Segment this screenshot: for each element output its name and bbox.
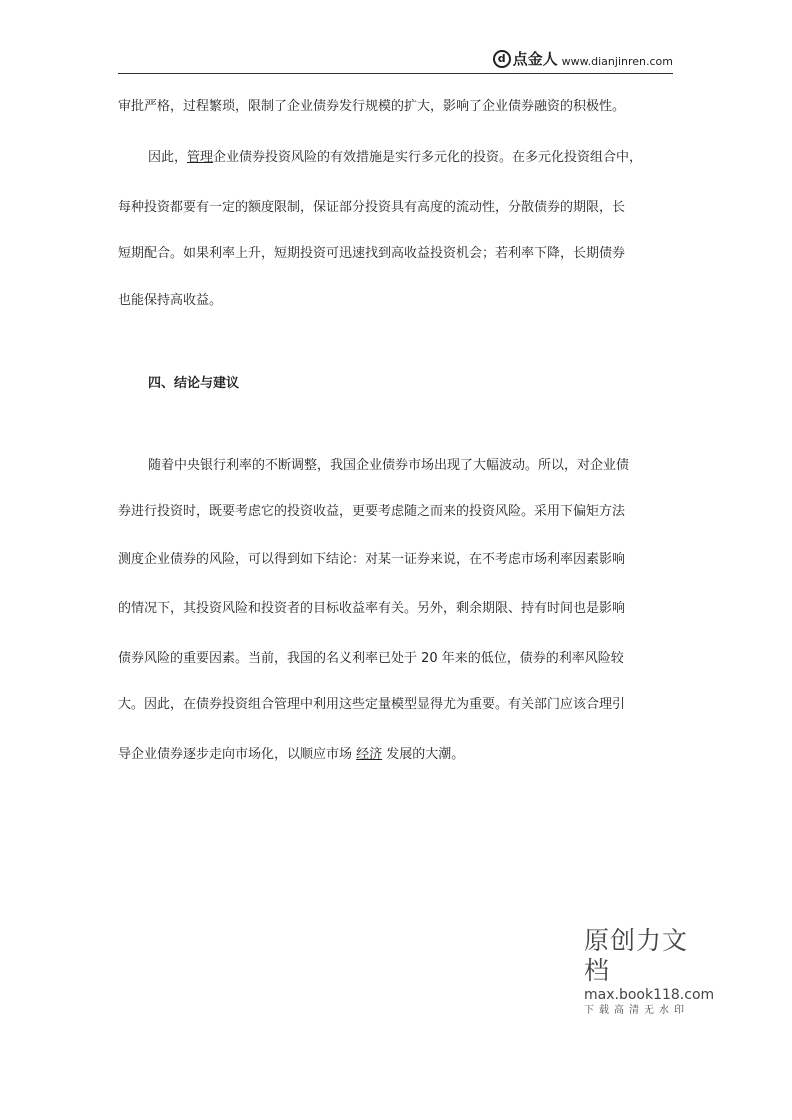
paragraph-line: 测度企业债券的风险，可以得到如下结论：对某一证券来说，在不考虑市场利率因素影响 <box>118 552 626 567</box>
paragraph-line: 债券风险的重要因素。当前，我国的名义利率已处于 20 年来的低位，债券的利率风险较 <box>118 651 624 666</box>
logo-url: www.dianjinren.com <box>561 55 673 68</box>
paragraph-line: 短期配合。如果利率上升，短期投资可迅速找到高收益投资机会；若利率下降，长期债券 <box>118 246 626 261</box>
paragraph-line <box>118 745 678 765</box>
section-heading: 四、结论与建议 <box>148 376 240 391</box>
watermark-subtitle: 下载高清无水印 <box>584 1005 689 1016</box>
link-management[interactable]: 管理 <box>187 150 214 165</box>
paragraph-line: 券进行投资时，既要考虑它的投资收益，更要考虑随之而来的投资风险。采用下偏矩方法 <box>118 504 626 519</box>
text-span: 企业债券投资风险的有效措施是实行多元化的投资。在多元化投资组合中， <box>213 150 643 165</box>
watermark-url: max.book118.com <box>584 987 715 1003</box>
page-header <box>118 46 673 74</box>
header-logo <box>493 48 673 69</box>
paragraph-line: 也能保持高收益。 <box>118 293 223 308</box>
paragraph-line: 每种投资都要有一定的额度限制，保证部分投资具有高度的流动性，分散债券的期限，长 <box>118 200 626 215</box>
link-economy[interactable]: 经济 <box>356 747 383 762</box>
watermark <box>584 926 715 1018</box>
logo-name: 点金人 <box>512 50 558 68</box>
paragraph-line: 审批严格，过程繁琐，限制了企业债券发行规模的扩大，影响了企业债券融资的积极性。 <box>118 99 626 114</box>
text-span: 因此， <box>148 150 188 165</box>
watermark-title: 原创力文档 <box>584 926 689 985</box>
header-divider <box>118 73 673 74</box>
text-span: 发展的大潮。 <box>382 747 465 762</box>
paragraph-line <box>148 148 708 168</box>
paragraph-line: 随着中央银行利率的不断调整，我国企业债券市场出现了大幅波动。所以，对企业债 <box>148 458 630 473</box>
paragraph-line: 大。因此，在债券投资组合管理中利用这些定量模型显得尤为重要。有关部门应该合理引 <box>118 697 626 712</box>
logo-mark-icon: d <box>493 50 511 68</box>
text-span: 导企业债券逐步走向市场化，以顺应市场 <box>118 747 357 762</box>
paragraph-line: 的情况下，其投资风险和投资者的目标收益率有关。另外，剩余期限、持有时间也是影响 <box>118 601 626 616</box>
